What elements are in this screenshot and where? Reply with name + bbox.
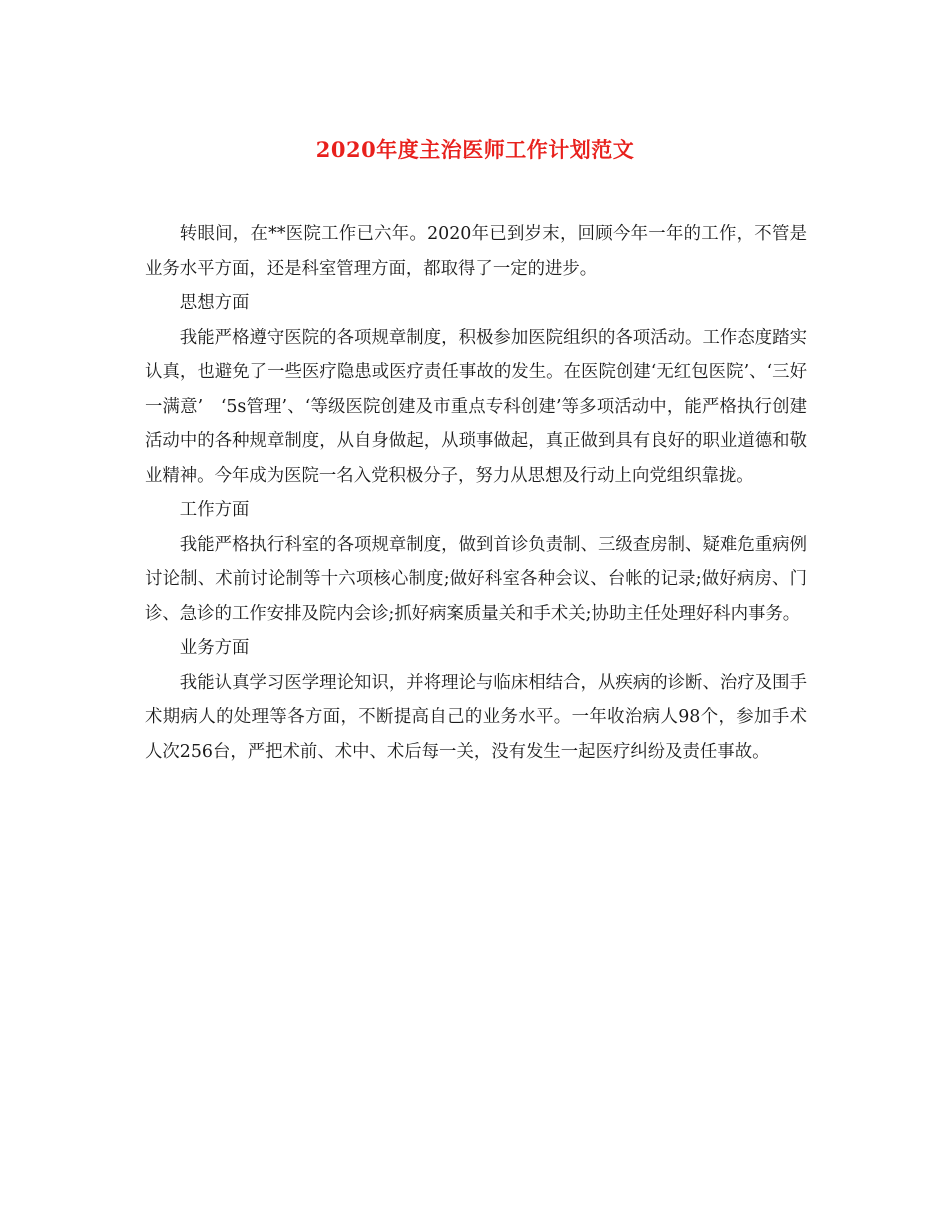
document-body xyxy=(145,217,807,769)
document-title: 2020年度主治医师工作计划范文 xyxy=(315,137,635,162)
business-paragraph: 我能认真学习医学理论知识，并将理论与临床相结合，从疾病的诊断、治疗及围手术期病人的处理等各方面，不断提高自己的业务水平。一年收治病人98个，参加手术人次256台，严把术前、术中、术后每一关，没有发生一起医疗纠纷及责任事故。 xyxy=(145,672,807,762)
thought-paragraph: 我能严格遵守医院的各项规章制度，积极参加医院组织的各项活动。工作态度踏实认真，也避免了一些医疗隐患或医疗责任事故的发生。在医院创建‘无红包医院’、‘三好一满意’ ‘5s管理’、‘等级医院创建及市重点专科创建’等多项活动中，能严格执行创建活动中的各种规章制度，从自身做起，从琐事做起，真正做到具有良好的职业道德和敬业精神。今年成为医院一名入党积极分子，努力从思想及行动上向党组织靠拢。 xyxy=(145,327,807,486)
section-heading-work: 工作方面 xyxy=(179,500,250,520)
section-heading-thought: 思想方面 xyxy=(179,293,250,313)
work-paragraph: 我能严格执行科室的各项规章制度，做到首诊负责制、三级查房制、疑难危重病例讨论制、术前讨论制等十六项核心制度;做好科室各种会议、台帐的记录;做好病房、门诊、急诊的工作安排及院内会诊;抓好病案质量关和手术关;协助主任处理好科内事务。 xyxy=(145,534,807,624)
intro-paragraph: 转眼间，在**医院工作已六年。2020年已到岁末，回顾今年一年的工作，不管是业务水平方面，还是科室管理方面，都取得了一定的进步。 xyxy=(145,224,807,279)
section-heading-business: 业务方面 xyxy=(179,638,250,658)
